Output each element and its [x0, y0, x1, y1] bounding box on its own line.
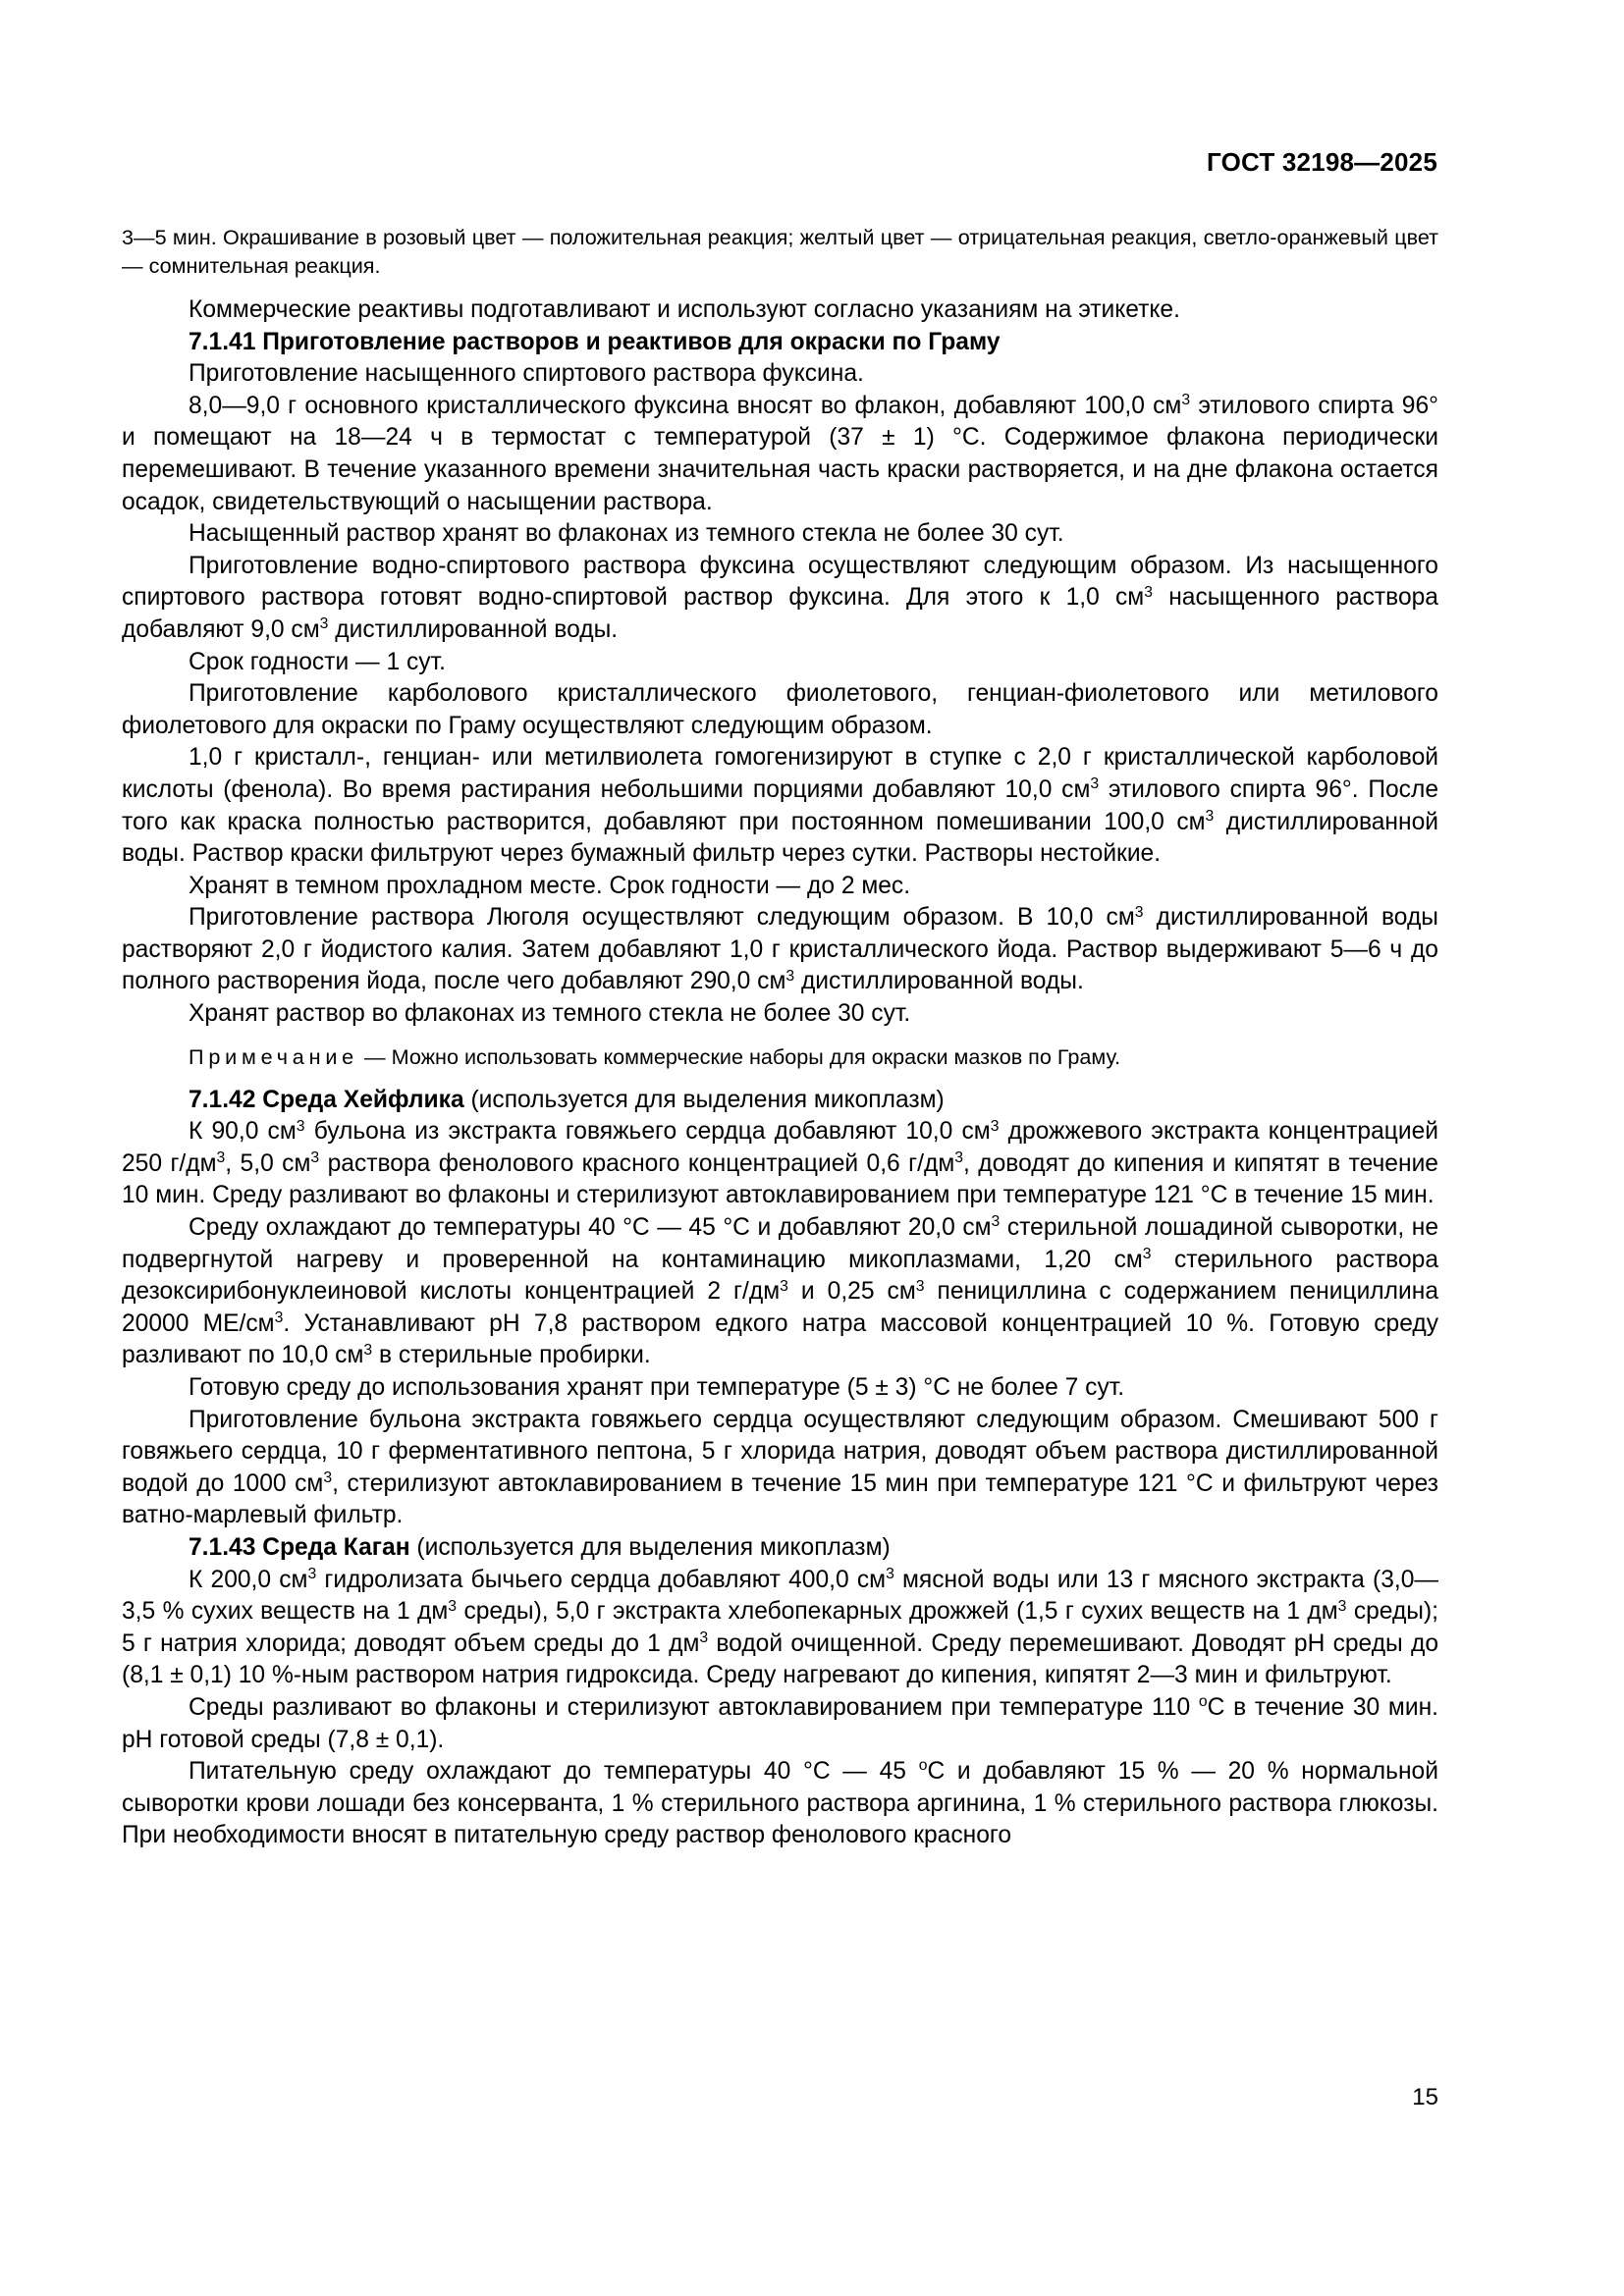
paragraph: Приготовление раствора Люголя осуществляют следующим образом. В 10,0 $см^3$ дистиллированной воды растворяют 2,0 г йодистого калия. Затем добавляют 1,0 г кристаллического йода. Раствор выдерживают 5—6 ч до полного растворения йода, после чего добавляют 290,0 $см^3$ дистиллированной воды.: [122, 903, 1438, 995]
paragraph: Приготовление насыщенного спиртового раствора фуксина.: [189, 360, 864, 388]
paragraph: 1,0 г кристалл-, генциан- или метилвиолета гомогенизируют в ступке с 2,0 г кристаллической карболовой кислоты (фенола). Во время растирания небольшими порциями добавляют 10,0 $см^3$ этилового спирта 96°. После того как краска полностью растворится, добавляют при постоянном помешивании 100,0 $см^3$ дистиллированной воды. Раствор краски фильтруют через бумажный фильтр через сутки. Растворы нестойкие.: [122, 744, 1439, 868]
standard-header: ГОСТ 32198—2025: [1207, 147, 1437, 177]
paragraph-commercial-reagents: Коммерческие реактивы подготавливают и используют согласно указаниям на этикетке.: [189, 296, 1180, 323]
paragraph: Среды разливают во флаконы и стерилизуют автоклавированием при температуре 110 $^о$С в течение 30 мин. рН готовой среды (7,8 ± 0,1).: [122, 1693, 1438, 1753]
paragraph: Хранят в темном прохладном месте. Срок годности — до 2 мес.: [189, 872, 911, 899]
paragraph: 8,0—9,0 г основного кристаллического фуксина вносят во флакон, добавляют 100,0 $см^3$ этилового спирта 96° и помещают на 18—24 ч в термостат с температурой (37 ± 1) °С. Содержимое флакона периодически перемешивают. В течение указанного времени значительная часть краски растворяется, и на дне флакона остается осадок, свидетельствующий о насыщении раствора.: [122, 392, 1438, 515]
paragraph: Приготовление бульона экстракта говяжьего сердца осуществляют следующим образом. Смешивают 500 г говяжьего сердца, 10 г ферментативного пептона, 5 г хлорида натрия, доводят объем раствора дистиллированной водой до 1000 $см^3$, стерилизуют автоклавированием в течение 15 мин при температуре 121 °С и фильтруют через ватно-марлевый фильтр.: [122, 1406, 1438, 1529]
note-label: Примечание: [189, 1043, 358, 1069]
paragraph: К 90,0 $см^3$ бульона из экстракта говяжьего сердца добавляют 10,0 $см^3$ дрожжевого экстракта концентрацией 250 $г/дм^3$, 5,0 $см^3$ раствора фенолового красного концентрацией 0,6 $г/дм^3$, доводят до кипения и кипятят в течение 10 мин. Среду разливают во флаконы и стерилизуют автоклавированием при температуре 121 °С в течение 15 мин.: [122, 1117, 1439, 1209]
page-number: 15: [1412, 2084, 1438, 2110]
paragraph: Срок годности — 1 сут.: [189, 648, 446, 675]
section-heading-7-1-43: 7.1.43 Среда Каган (используется для выделения микоплазм): [189, 1533, 891, 1561]
paragraph: Приготовление водно-спиртового раствора фуксина осуществляют следующим образом. Из насыщенного спиртового раствора готовят водно-спиртовой раствор фуксина. Для этого к 1,0 $см^3$ насыщенного раствора добавляют 9,0 $см^3$ дистиллированной воды.: [122, 552, 1438, 643]
paragraph: К 200,0 $см^3$ гидролизата бычьего сердца добавляют 400,0 $см^3$ мясной воды или 13 г мясного экстракта (3,0—3,5 % сухих веществ на 1 $дм^3$ среды), 5,0 г экстракта хлебопекарных дрожжей (1,5 г сухих веществ на 1 $дм^3$ среды); 5 г натрия хлорида; доводят объем среды до 1 $дм^3$ водой очищенной. Среду перемешивают. Доводят рН среды до (8,1 ± 0,1) 10 %-ным раствором натрия гидроксида. Среду нагревают до кипения, кипятят 2—3 мин и фильтруют.: [122, 1565, 1438, 1689]
section-heading-7-1-42: 7.1.42 Среда Хейфлика (используется для выделения микоплазм): [189, 1086, 945, 1113]
paragraph-continuation: 3—5 мин. Окрашивание в розовый цвет — положительная реакция; желтый цвет — отрицательная реакция, светло-оранжевый цвет — сомнительная реакция.: [122, 225, 1438, 278]
paragraph: Среду охлаждают до температуры 40 °С — 45 °С и добавляют 20,0 $см^3$ стерильной лошадиной сыворотки, не подвергнутой нагреву и проверенной на контаминацию микоплазмами, 1,20 $см^3$ стерильного раствора дезоксирибонуклеиновой кислоты концентрацией 2 $г/дм^3$ и 0,25 $см^3$ пенициллина с содержанием пенициллина 20000 $МЕ/см^3$. Устанавливают рН 7,8 раствором едкого натра массовой концентрацией 10 %. Готовую среду разливают по 10,0 $см^3$ в стерильные пробирки.: [122, 1213, 1439, 1369]
section-heading-7-1-41: 7.1.41 Приготовление растворов и реактивов для окраски по Граму: [189, 328, 1001, 355]
page-body: [122, 223, 1438, 1852]
note: Примечание — Можно использовать коммерческие наборы для окраски мазков по Граму.: [189, 1043, 1121, 1069]
paragraph: Готовую среду до использования хранят при температуре (5 ± 3) °С не более 7 сут.: [189, 1374, 1125, 1401]
paragraph: Хранят раствор во флаконах из темного стекла не более 30 сут.: [189, 1000, 911, 1028]
paragraph: Насыщенный раствор хранят во флаконах из темного стекла не более 30 сут.: [189, 520, 1064, 548]
paragraph: Приготовление карболового кристаллического фиолетового, генциан-фиолетового или метилового фиолетового для окраски по Граму осуществляют следующим образом.: [122, 680, 1438, 739]
paragraph: Питательную среду охлаждают до температуры 40 °С — 45 $^о$С и добавляют 15 % — 20 % нормальной сыворотки крови лошади без консерванта, 1 % стерильного раствора аргинина, 1 % стерильного раствора глюкозы. При необходимости вносят в питательную среду раствор фенолового красного: [122, 1757, 1438, 1849]
